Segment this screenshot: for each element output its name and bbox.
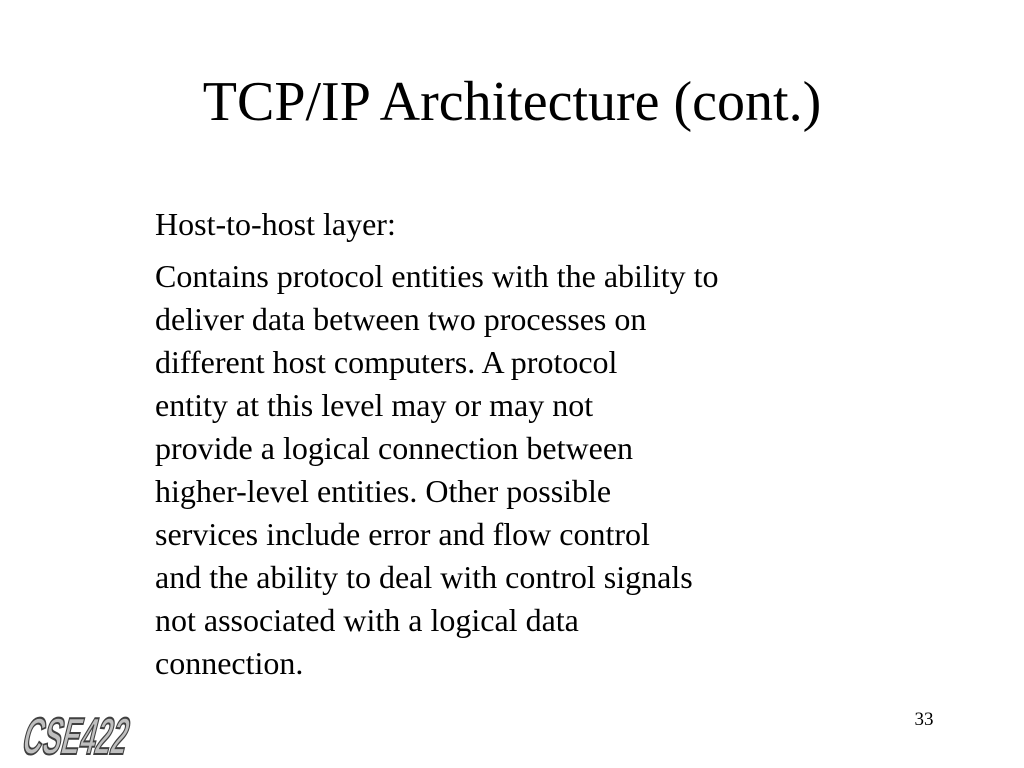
logo-text: CSE422: [17, 707, 226, 766]
paragraph-line: services include error and flow control: [155, 516, 650, 552]
paragraph-line: not associated with a logical data: [155, 602, 579, 638]
paragraph-line: connection.: [155, 645, 304, 681]
paragraph-line: provide a logical connection between: [155, 430, 634, 466]
slide-body: [155, 203, 895, 685]
paragraph-line: deliver data between two processes on: [155, 301, 647, 337]
page-number: 33: [914, 709, 934, 730]
paragraph-line: entity at this level may or may not: [155, 387, 594, 423]
paragraph-line: higher-level entities. Other possible: [155, 473, 612, 509]
body-paragraph: [155, 255, 895, 685]
body-heading: Host-to-host layer:: [155, 206, 396, 242]
paragraph-line: different host computers. A protocol: [155, 344, 618, 380]
course-logo-icon: [6, 702, 226, 766]
paragraph-line: Contains protocol entities with the ability to: [155, 258, 719, 294]
paragraph-line: and the ability to deal with control signals: [155, 559, 693, 595]
slide-title: TCP/IP Architecture (cont.): [202, 71, 822, 133]
